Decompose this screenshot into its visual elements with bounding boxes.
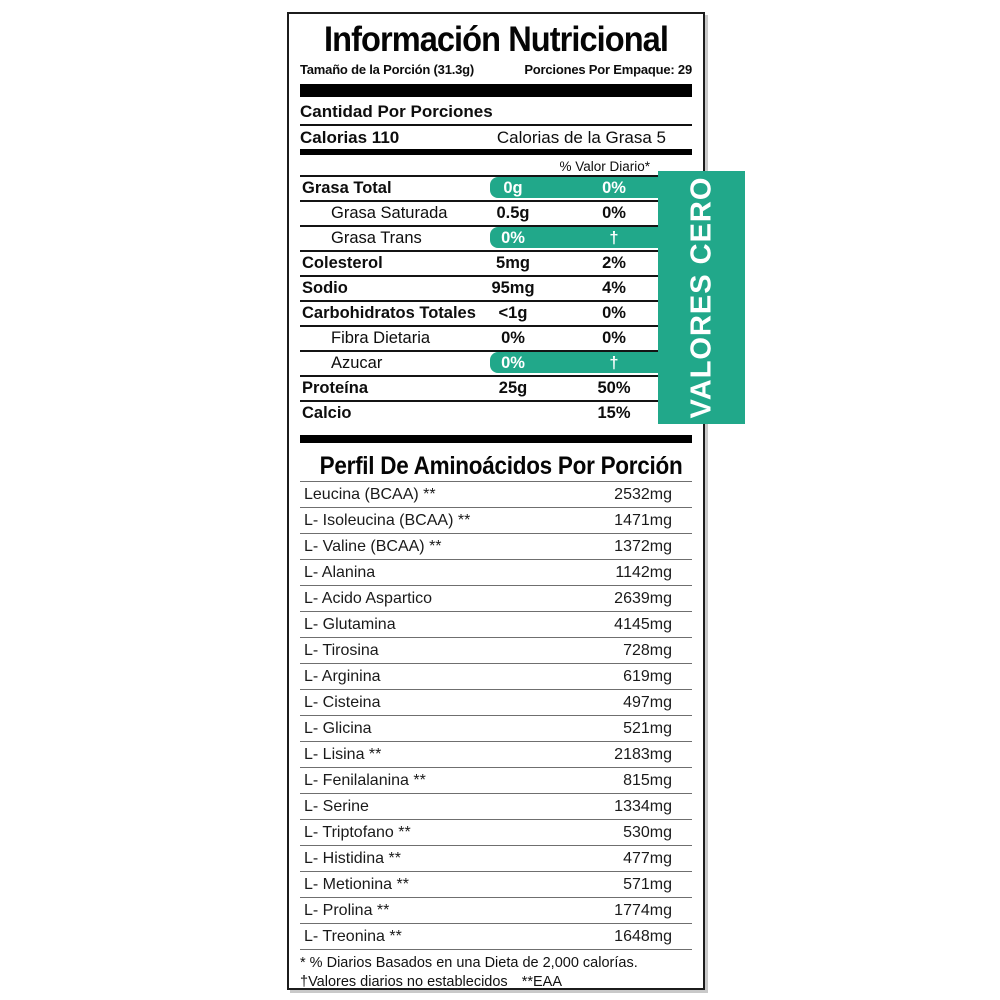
amino-row-l-lisina — [300, 742, 692, 768]
amino-row-l-prolina — [300, 898, 692, 924]
nutrient-daily-value: 50% — [597, 379, 631, 397]
amino-name: L- Arginina — [304, 667, 381, 685]
footnote-daily-diet: * % Diarios Basados en una Dieta de 2,000 calorías. — [300, 955, 638, 971]
nutrient-row-sodio — [300, 275, 692, 300]
amino-acids-heading: Perfil De Aminoácidos Por Porción — [319, 452, 683, 480]
nutrient-daily-value: 4% — [602, 279, 626, 297]
nutrient-daily-value: 0% — [602, 304, 626, 322]
amino-value: 477mg — [623, 849, 672, 867]
nutrient-amount: 0% — [501, 229, 525, 247]
amino-value: 2532mg — [614, 485, 672, 503]
amino-acids-table — [300, 481, 692, 950]
nutrient-amount: 0% — [501, 329, 525, 347]
valores-cero-text: VALORES CERO — [685, 176, 718, 419]
nutrient-row-prote-na — [300, 375, 692, 400]
nutrient-daily-value: † — [609, 354, 619, 372]
nutrient-daily-value: 0% — [602, 179, 626, 197]
nutrient-daily-value: 2% — [602, 254, 626, 272]
amino-row-l-metionina — [300, 872, 692, 898]
amino-value: 497mg — [623, 693, 672, 711]
footnotes — [300, 954, 692, 992]
nutrient-amount: <1g — [498, 304, 528, 322]
footnote-eaa: **EAA — [521, 974, 562, 990]
amino-row-l-glutamina — [300, 612, 692, 638]
amino-value: 2183mg — [614, 745, 672, 763]
calories-from-fat: Calorias de la Grasa 5 — [496, 127, 666, 147]
amino-value: 1372mg — [614, 537, 672, 555]
amino-row-l-triptofano — [300, 820, 692, 846]
nutrient-name: Calcio — [302, 404, 352, 422]
divider-thick-top — [300, 84, 692, 97]
amino-value: 571mg — [623, 875, 672, 893]
amino-name: L- Alanina — [304, 563, 376, 581]
amino-name: Leucina (BCAA) ** — [304, 485, 436, 503]
nutrition-label — [287, 12, 718, 990]
amino-value: 619mg — [623, 667, 672, 685]
nutrient-name: Sodio — [302, 279, 348, 297]
valores-cero-banner — [658, 171, 745, 424]
nutrient-name: Grasa Total — [302, 179, 392, 197]
serving-info-row — [300, 62, 692, 78]
amino-value: 521mg — [623, 719, 672, 737]
nutrient-row-azucar — [300, 350, 692, 375]
amino-value: 815mg — [623, 771, 672, 789]
amino-name: L- Acido Aspartico — [304, 589, 433, 607]
amino-row-l-tirosina — [300, 638, 692, 664]
nutrient-name: Azucar — [331, 354, 383, 372]
amino-row-l-glicina — [300, 716, 692, 742]
daily-value-header: % Valor Diario* — [559, 159, 650, 174]
nutrient-row-grasa-trans — [300, 225, 692, 250]
amino-row-l-histidina — [300, 846, 692, 872]
amino-value: 728mg — [623, 641, 672, 659]
amino-value: 1471mg — [614, 511, 672, 529]
amount-per-heading: Cantidad Por Porciones — [300, 102, 493, 121]
footnote-dagger: †Valores diarios no establecidos — [300, 974, 508, 990]
nutrient-name: Grasa Saturada — [331, 204, 448, 222]
amino-name: L- Glutamina — [304, 615, 396, 633]
nutrients-table — [300, 175, 692, 425]
nutrient-row-grasa-total — [300, 175, 692, 200]
nutrient-amount: 0% — [501, 354, 525, 372]
nutrient-name: Fibra Dietaria — [331, 329, 431, 347]
nutrient-name: Proteína — [302, 379, 369, 397]
nutrient-name: Carbohidratos Totales — [302, 304, 476, 322]
amino-value: 530mg — [623, 823, 672, 841]
amino-row-l-serine — [300, 794, 692, 820]
amino-name: L- Tirosina — [304, 641, 379, 659]
amino-value: 1774mg — [614, 901, 672, 919]
nutrient-row-grasa-saturada — [300, 200, 692, 225]
nutrient-row-calcio — [300, 400, 692, 425]
amino-name: L- Lisina ** — [304, 745, 382, 763]
amino-name: L- Isoleucina (BCAA) ** — [304, 511, 471, 529]
nutrient-daily-value: † — [609, 229, 619, 247]
nutrient-amount: 0g — [503, 179, 523, 197]
amino-value: 1334mg — [614, 797, 672, 815]
calories-value: Calorias 110 — [300, 127, 400, 147]
amino-row-leucina-bcaa — [300, 482, 692, 508]
amino-name: L- Cisteina — [304, 693, 381, 711]
amino-row-l-treonina — [300, 924, 692, 950]
nutrient-row-carbohidratos-totales — [300, 300, 692, 325]
nutrient-daily-value: 0% — [602, 329, 626, 347]
amino-row-l-alanina — [300, 560, 692, 586]
amino-row-l-acido-aspartico — [300, 586, 692, 612]
nutrient-amount: 95mg — [491, 279, 535, 297]
amino-name: L- Treonina ** — [304, 927, 402, 945]
amino-value: 2639mg — [614, 589, 672, 607]
amino-row-l-cisteina — [300, 690, 692, 716]
amino-name: L- Valine (BCAA) ** — [304, 537, 442, 555]
amino-name: L- Metionina ** — [304, 875, 409, 893]
amino-name: L- Triptofano ** — [304, 823, 411, 841]
nutrient-amount: 25g — [498, 379, 528, 397]
nutrient-name: Grasa Trans — [331, 229, 422, 247]
nutrient-name: Colesterol — [302, 254, 383, 272]
amino-value: 4145mg — [614, 615, 672, 633]
nutrient-row-colesterol — [300, 250, 692, 275]
amino-row-l-isoleucina-bcaa — [300, 508, 692, 534]
amino-name: L- Prolina ** — [304, 901, 390, 919]
nutrient-row-fibra-dietaria — [300, 325, 692, 350]
divider-medium — [300, 149, 692, 155]
amino-name: L- Serine — [304, 797, 369, 815]
serving-size: Tamaño de la Porción (31.3g) — [300, 62, 475, 77]
amino-value: 1648mg — [614, 927, 672, 945]
amino-name: L- Histidina ** — [304, 849, 401, 867]
label-title: Información Nutricional — [324, 20, 668, 59]
amino-name: L- Glicina — [304, 719, 372, 737]
nutrient-amount: 0.5g — [496, 204, 530, 222]
amino-name: L- Fenilalanina ** — [304, 771, 426, 789]
amino-row-l-fenilalanina — [300, 768, 692, 794]
nutrient-daily-value: 0% — [602, 204, 626, 222]
calories-row — [300, 126, 692, 149]
amino-value: 1142mg — [615, 563, 672, 581]
nutrient-daily-value: 15% — [597, 404, 631, 422]
amino-row-l-valine-bcaa — [300, 534, 692, 560]
divider-thick-bottom — [300, 435, 692, 443]
nutrient-amount: 5mg — [496, 254, 530, 272]
footnote-dagger-row — [300, 973, 692, 992]
amino-row-l-arginina — [300, 664, 692, 690]
servings-per-package: Porciones Por Empaque: 29 — [524, 62, 692, 77]
